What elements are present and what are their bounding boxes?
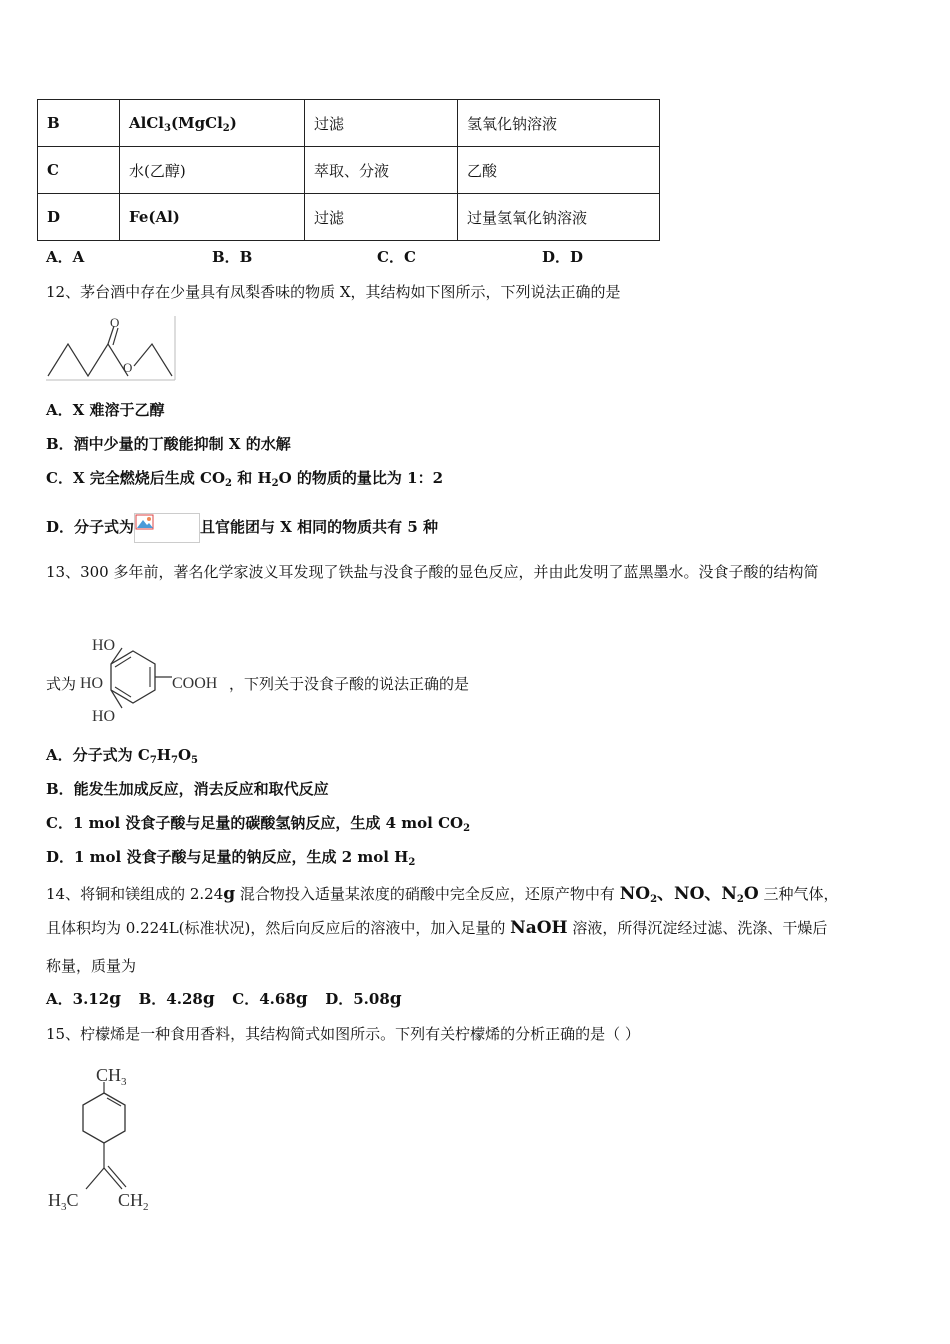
table-row [38, 194, 660, 241]
table-cell: 过量氢氧化钠溶液 [458, 194, 660, 241]
table-cell: 萃取、分液 [305, 147, 458, 194]
q14-option-c[interactable]: C．4.68g [232, 989, 308, 1009]
q15-stem: 15、柠檬烯是一种食用香料，其结构简式如图所示。下列有关柠檬烯的分析正确的是（ ） [46, 1025, 640, 1043]
q13-option-d[interactable]: D．1 mol 没食子酸与足量的钠反应，生成 2 mol $H_2$ [46, 848, 416, 868]
q14-line2: 且体积均为 0.224L(标准状况)，然后向反应后的溶液中，加入足量的 NaOH 溶液，所得沉淀经过滤、洗涤、干燥后 [46, 918, 828, 938]
q13-option-b[interactable]: B．能发生加成反应，消去反应和取代反应 [46, 780, 329, 798]
q12-option-b[interactable]: B．酒中少量的丁酸能抑制 X 的水解 [46, 435, 291, 453]
q13-option-a[interactable]: A．分子式为 $C_7H_7O_5$ [46, 746, 198, 766]
table-cell: B [38, 100, 120, 147]
table-cell: D [38, 194, 120, 241]
table-cell: 过滤 [305, 100, 458, 147]
table-row [38, 147, 660, 194]
q14-option-b[interactable]: B．4.28g [138, 989, 215, 1009]
q12-option-c[interactable]: C．X 完全燃烧后生成 $CO_2$ 和 $H_2O$ 的物质的量比为 1：2 [46, 469, 444, 489]
hydroxyl-label: HO [92, 637, 116, 654]
table-cell: Fe(Al) [120, 194, 305, 241]
q13-option-c[interactable]: C．1 mol 没食子酸与足量的碳酸氢钠反应，生成 4 mol $CO_2$ [46, 814, 471, 834]
q14-options [46, 988, 402, 1009]
separation-table [37, 99, 660, 241]
oxygen-label: O [110, 315, 120, 330]
table-cell: 过滤 [305, 194, 458, 241]
q12-ester-structure [44, 314, 178, 384]
q13-stem: 13、300 多年前，著名化学家波义耳发现了铁盐与没食子酸的显色反应，并由此发明了蓝黑墨水。没食子酸的结构简 [46, 563, 819, 581]
q13-stem-suffix: ，下列关于没食子酸的说法正确的是 [229, 675, 470, 693]
table-cell: 水(乙醇) [120, 147, 305, 194]
carboxyl-label: COOH [172, 675, 218, 692]
q12-option-d[interactable]: D．分子式为 且官能团与 X 相同的物质共有 5 种 [46, 513, 438, 543]
q13-stem-prefix: 式为 [46, 675, 77, 693]
table-row [38, 100, 660, 147]
hydroxyl-label: HO [80, 675, 104, 692]
q11-option-b[interactable]: B．B [212, 248, 253, 266]
methyl-label: $H_3C$ [48, 1190, 79, 1213]
q14-option-d[interactable]: D．5.08g [325, 989, 402, 1009]
table-cell: 乙酸 [458, 147, 660, 194]
table-cell: AlCl$_3$(MgCl$_2$) [120, 100, 305, 147]
q14-option-a[interactable]: A．3.12g [46, 989, 122, 1009]
methylene-label: $CH_2$ [118, 1190, 149, 1213]
q12-option-a[interactable]: A．X 难溶于乙醇 [46, 401, 165, 419]
gallic-acid-structure [78, 634, 228, 726]
limonene-structure [44, 1062, 184, 1220]
q14-line3: 称量，质量为 [46, 957, 137, 975]
q11-option-c[interactable]: C．C [377, 248, 416, 266]
oxygen-label: O [123, 360, 133, 375]
q11-option-a[interactable]: A．A [46, 248, 85, 266]
q14-line1: 14、将铜和镁组成的 2.24g 混合物投入适量某浓度的硝酸中完全反应，还原产物中有 $NO_2$、NO、$N_2O$ 三种气体， [46, 884, 839, 905]
table-cell: C [38, 147, 120, 194]
methyl-label: $CH_3$ [96, 1065, 127, 1088]
hydroxyl-label: HO [92, 708, 116, 725]
q11-option-d[interactable]: D．D [542, 248, 584, 266]
table-cell: 氢氧化钠溶液 [458, 100, 660, 147]
q12-stem: 12、茅台酒中存在少量具有凤梨香味的物质 X，其结构如下图所示，下列说法正确的是 [46, 283, 621, 301]
broken-image-icon [134, 513, 200, 543]
